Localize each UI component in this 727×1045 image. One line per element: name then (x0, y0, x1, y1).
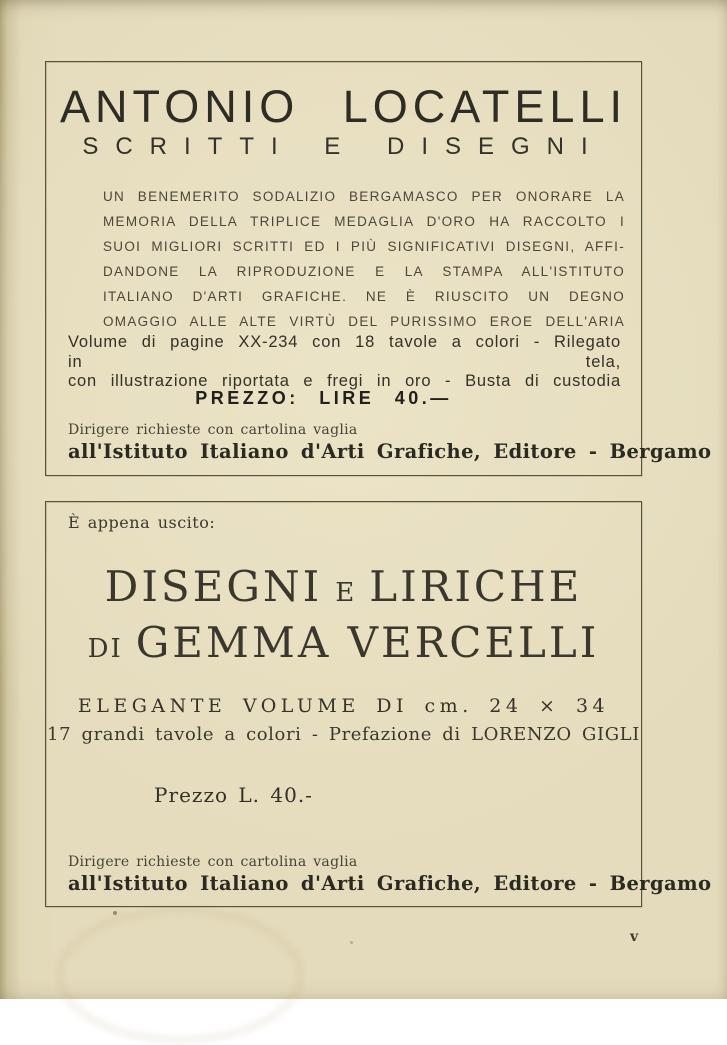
announcement: È appena uscito: (68, 513, 216, 532)
body-line: ITALIANO D'ARTI GRAFICHE. NE È RIUSCITO UN DEGNO (103, 289, 625, 304)
paper-speck (113, 911, 117, 915)
ad-box-locatelli (45, 61, 712, 476)
book-title (46, 562, 641, 674)
paper-speck (350, 941, 353, 944)
price-line: Prezzo L. 40.- (154, 783, 313, 807)
order-note: Dirigere richieste con cartolina vaglia (68, 854, 358, 870)
book-title-line-1 (46, 562, 641, 618)
body-line: DANDONE LA RIPRODUZIONE E LA STAMPA ALL'ISTITUTO (103, 264, 625, 279)
volume-format: ELEGANTE VOLUME DI cm. 24 × 34 (77, 695, 610, 717)
body-line: UN BENEMERITO SODALIZIO BERGAMASCO PER ONORARE LA (103, 189, 625, 204)
price-line: PREZZO: LIRE 40.— (195, 388, 452, 408)
body-line: SUOI MIGLIORI SCRITTI ED I PIÙ SIGNIFICATIVI DISEGNI, AFFI- (103, 239, 625, 254)
book-subtitle: SCRITTI E DISEGNI (82, 133, 605, 160)
ad-box-vercelli (45, 501, 712, 907)
title-word-liriche: LIRICHE (369, 562, 583, 611)
body-line: MEMORIA DELLA TRIPLICE MEDAGLIA D'ORO HA RACCOLTO I (103, 214, 625, 229)
edition-line: Volume di pagine XX-234 con 18 tavole a colori - Rilegato in tela, (68, 333, 621, 371)
order-note: Dirigere richieste con cartolina vaglia (68, 422, 358, 438)
plates-preface-info: 17 grandi tavole a colori - Prefazione di LORENZO GIGLI (47, 724, 640, 745)
title-word-e: E (335, 578, 357, 608)
paper-stain (55, 905, 305, 1045)
book-title: ANTONIO LOCATELLI (60, 81, 627, 132)
title-author-name: GEMMA VERCELLI (135, 618, 600, 667)
body-paragraph (103, 184, 625, 334)
body-line: OMAGGIO ALLE ALTE VIRTÙ DEL PURISSIMO EROE DELL'ARIA (103, 314, 625, 329)
publisher-line: all'Istituto Italiano d'Arti Grafiche, Editore - Bergamo (68, 872, 712, 895)
title-word-disegni: DISEGNI (104, 562, 323, 611)
book-title-line-2 (46, 618, 641, 674)
page-number: v (630, 929, 639, 945)
title-word-di: DI (87, 634, 123, 664)
edition-info (68, 333, 621, 392)
publisher-line: all'Istituto Italiano d'Arti Grafiche, Editore - Bergamo (68, 440, 712, 463)
edition-line: con illustrazione riportata e fregi in oro - Busta di custodia (68, 372, 621, 390)
